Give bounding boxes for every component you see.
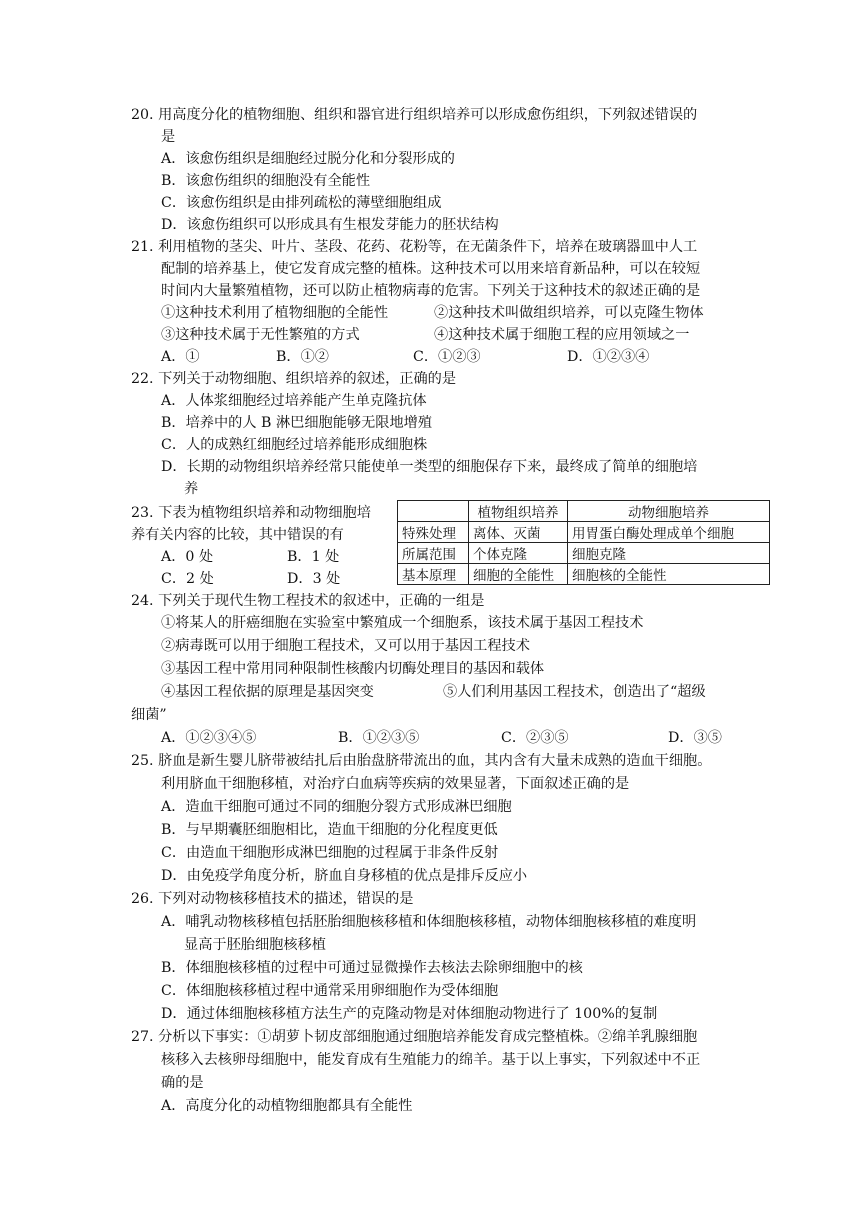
table-cell: 细胞核的全能性 <box>568 564 770 585</box>
q22-option-a: A．人体浆细胞经过培养能产生单克隆抗体 <box>161 393 427 409</box>
q20-option-b: B．该愈伤组织的细胞没有全能性 <box>161 173 371 189</box>
q20-option-d: D．该愈伤组织可以形成具有生根发芽能力的胚状结构 <box>161 217 499 233</box>
q27-option-a: A．高度分化的动植物细胞都具有全能性 <box>161 1098 413 1114</box>
table-cell: 细胞克隆 <box>568 543 770 564</box>
table-header-plant: 植物组织培养 <box>469 501 568 522</box>
q23-option-b: B．1 处 <box>287 549 340 565</box>
table-cell: 用胃蛋白酶处理成单个细胞 <box>568 522 770 543</box>
q25-option-a: A．造血干细胞可通过不同的细胞分裂方式形成淋巴细胞 <box>161 799 512 815</box>
q26-option-a-line2: 显高于胚胎细胞核移植 <box>184 937 326 953</box>
q26-option-c: C．体细胞核移植过程中通常采用卵细胞作为受体细胞 <box>161 983 499 999</box>
q23-stem-line1: 23. 下表为植物组织培养和动物细胞培 <box>131 505 371 521</box>
q22-stem-line1: 22. 下列关于动物细胞、组织培养的叙述，正确的是 <box>131 371 457 387</box>
q21-option-a: A．① <box>161 349 200 365</box>
q20-stem-line2: 是 <box>161 129 176 145</box>
q25-option-d: D．由免疫学角度分析，脐血自身移植的优点是排斥反应小 <box>161 868 528 884</box>
q21-statement-4: ④这种技术属于细胞工程的应用领域之一 <box>434 327 690 343</box>
q27-stem-line3: 确的是 <box>161 1075 204 1091</box>
q24-statement-4: ④基因工程依据的原理是基因突变 <box>161 684 374 700</box>
q20-option-a: A．该愈伤组织是细胞经过脱分化和分裂形成的 <box>161 151 455 167</box>
q25-option-b: B．与早期囊胚细胞相比，造血干细胞的分化程度更低 <box>161 822 498 838</box>
q20-stem-line1: 20. 用高度分化的植物细胞、组织和器官进行组织培养可以形成愈伤组织，下列叙述错误的 <box>131 107 698 123</box>
table-row <box>398 522 770 543</box>
q22-option-b: B．培养中的人 B 淋巴细胞能够无限地增殖 <box>161 415 433 431</box>
q26-stem-line1: 26. 下列对动物核移植技术的描述，错误的是 <box>131 891 414 907</box>
table-row <box>398 543 770 564</box>
q24-statement-1: ①将某人的肝癌细胞在实验室中繁殖成一个细胞系，该技术属于基因工程技术 <box>161 615 644 631</box>
table-row <box>398 564 770 585</box>
q21-option-c: C．①②③ <box>413 349 481 365</box>
q21-stem-line2: 配制的培养基上，使它发育成完整的植株。这种技术可以用来培育新品种，可以在较短 <box>161 261 701 277</box>
table-cell: 细胞的全能性 <box>469 564 568 585</box>
q21-stem-line1: 21. 利用植物的茎尖、叶片、茎段、花药、花粉等，在无菌条件下，培养在玻璃器皿中人工 <box>131 239 698 255</box>
table-row-header: 基本原理 <box>398 564 469 585</box>
q24-option-b: B．①②③⑤ <box>338 730 420 746</box>
table-row-header: 特殊处理 <box>398 522 469 543</box>
q26-option-d: D．通过体细胞核移植方法生产的克隆动物是对体细胞动物进行了 100%的复制 <box>161 1006 658 1022</box>
q27-stem-line2: 核移入去核卵母细胞中，能发育成有生殖能力的绵羊。基于以上事实，下列叙述中不正 <box>161 1052 701 1068</box>
q23-option-c: C．2 处 <box>161 571 214 587</box>
table-header-animal: 动物细胞培养 <box>568 501 770 522</box>
q22-option-d-line1: D．长期的动物组织培养经常只能使单一类型的细胞保存下来，最终成了简单的细胞培 <box>161 459 698 475</box>
table-header-corner <box>398 501 469 522</box>
q26-option-a-line1: A．哺乳动物核移植包括胚胎细胞核移植和体细胞核移植，动物体细胞核移植的难度明 <box>161 914 697 930</box>
q21-option-d: D．①②③④ <box>567 349 650 365</box>
q24-statement-2: ②病毒既可以用于细胞工程技术，又可以用于基因工程技术 <box>161 638 530 654</box>
q20-option-c: C．该愈伤组织是由排列疏松的薄壁细胞组成 <box>161 195 442 211</box>
q27-stem-line1: 27. 分析以下事实：①胡萝卜韧皮部细胞通过细胞培养能发育成完整植株。②绵羊乳腺细胞 <box>131 1029 698 1045</box>
q21-statement-3: ③这种技术属于无性繁殖的方式 <box>161 327 360 343</box>
q26-option-b: B．体细胞核移植的过程中可通过显微操作去核法去除卵细胞中的核 <box>161 960 583 976</box>
q23-option-a: A．0 处 <box>161 549 214 565</box>
q24-stem-line1: 24. 下列关于现代生物工程技术的叙述中，正确的一组是 <box>131 593 485 609</box>
q21-statement-1: ①这种技术利用了植物细胞的全能性 <box>161 305 389 321</box>
q22-option-c: C．人的成熟红细胞经过培养能形成细胞株 <box>161 437 428 453</box>
q21-option-b: B．①② <box>276 349 329 365</box>
q25-option-c: C．由造血干细胞形成淋巴细胞的过程属于非条件反射 <box>161 845 499 861</box>
q24-option-c: C．②③⑤ <box>501 730 569 746</box>
q24-statement-5-line2: 细菌” <box>131 707 167 723</box>
table-header-row <box>398 501 770 522</box>
q24-statement-3: ③基因工程中常用同种限制性核酸内切酶处理目的基因和载体 <box>161 661 545 677</box>
table-cell: 个体克隆 <box>469 543 568 564</box>
table-cell: 离体、灭菌 <box>469 522 568 543</box>
table-row-header: 所属范围 <box>398 543 469 564</box>
q24-option-d: D．③⑤ <box>668 730 722 746</box>
comparison-table <box>397 500 770 585</box>
q23-stem-line2: 养有关内容的比较，其中错误的有 <box>131 527 344 543</box>
q25-stem-line2: 利用脐血干细胞移植，对治疗白血病等疾病的效果显著，下面叙述正确的是 <box>161 776 630 792</box>
q21-stem-line3: 时间内大量繁殖植物，还可以防止植物病毒的危害。下列关于这种技术的叙述正确的是 <box>161 283 701 299</box>
q21-statement-2: ②这种技术叫做组织培养，可以克隆生物体 <box>434 305 704 321</box>
q25-stem-line1: 25. 脐血是新生婴儿脐带被结扎后由胎盘脐带流出的血，其内含有大量未成熟的造血干细胞。 <box>131 753 712 769</box>
q24-option-a: A．①②③④⑤ <box>161 730 257 746</box>
q23-option-d: D．3 处 <box>287 571 341 587</box>
q22-option-d-line2: 养 <box>184 481 199 497</box>
q24-statement-5-line1: ⑤人们利用基因工程技术，创造出了“超级 <box>443 684 706 700</box>
